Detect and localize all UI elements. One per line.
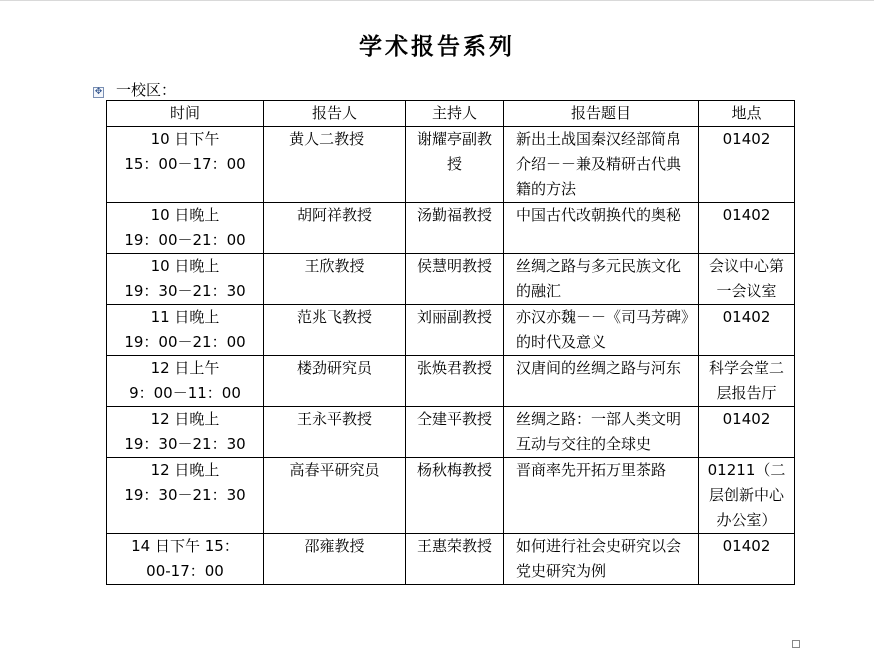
time-line: 12 日晚上 (150, 461, 220, 479)
header-time: 时间 (107, 101, 264, 127)
time-line: 19：00－21：00 (124, 231, 246, 249)
cell-place: 01211（二层创新中心办公室） (699, 458, 795, 534)
cell-host: 杨秋梅教授 (406, 458, 504, 534)
table-row (107, 356, 795, 407)
cell-place: 01402 (699, 127, 795, 203)
cell-host: 仝建平教授 (406, 407, 504, 458)
cell-time (107, 127, 264, 203)
cell-topic: 中国古代改朝换代的奥秘 (504, 203, 699, 254)
cell-place: 科学会堂二层报告厅 (699, 356, 795, 407)
time-line: 10 日下午 (150, 130, 220, 148)
cell-speaker: 范兆飞教授 (264, 305, 406, 356)
table-row (107, 305, 795, 356)
cell-speaker: 高春平研究员 (264, 458, 406, 534)
top-border-line (0, 0, 874, 1)
table-header-row (107, 101, 795, 127)
table-row (107, 203, 795, 254)
cell-time (107, 203, 264, 254)
time-line: 12 日上午 (150, 359, 220, 377)
lecture-schedule-table (106, 100, 795, 585)
table-row (107, 127, 795, 203)
cell-place: 01402 (699, 407, 795, 458)
time-line: 00-17：00 (146, 562, 224, 580)
cell-host: 汤勤福教授 (406, 203, 504, 254)
cell-host: 刘丽副教授 (406, 305, 504, 356)
cell-place: 01402 (699, 534, 795, 585)
cell-time (107, 254, 264, 305)
cell-host: 王惠荣教授 (406, 534, 504, 585)
cell-topic: 晋商率先开拓万里茶路 (504, 458, 699, 534)
cell-host: 张焕君教授 (406, 356, 504, 407)
cell-topic: 亦汉亦魏－－《司马芳碑》的时代及意义 (504, 305, 699, 356)
cell-speaker: 王永平教授 (264, 407, 406, 458)
move-icon[interactable]: ✥ (94, 87, 103, 97)
time-line: 9：00－11：00 (129, 384, 241, 402)
cell-place: 01402 (699, 203, 795, 254)
cell-host: 谢耀亭副教授 (406, 127, 504, 203)
table-resize-handle[interactable] (792, 640, 800, 648)
cell-topic: 汉唐间的丝绸之路与河东 (504, 356, 699, 407)
table-row (107, 407, 795, 458)
cell-speaker: 胡阿祥教授 (264, 203, 406, 254)
cell-time (107, 458, 264, 534)
cell-time (107, 534, 264, 585)
table-row (107, 458, 795, 534)
time-line: 19：00－21：00 (124, 333, 246, 351)
page-title: 学术报告系列 (359, 33, 515, 60)
time-line: 15：00－17：00 (124, 155, 246, 173)
table-row (107, 254, 795, 305)
time-line: 10 日晚上 (150, 257, 220, 275)
cell-host: 侯慧明教授 (406, 254, 504, 305)
time-line: 19：30－21：30 (124, 435, 246, 453)
header-host: 主持人 (406, 101, 504, 127)
table-row (107, 534, 795, 585)
cell-time (107, 407, 264, 458)
time-line: 19：30－21：30 (124, 486, 246, 504)
time-line: 19：30－21：30 (124, 282, 246, 300)
time-line: 14 日下午 15： (131, 537, 239, 555)
time-line: 10 日晚上 (150, 206, 220, 224)
cell-topic: 丝绸之路：一部人类文明互动与交往的全球史 (504, 407, 699, 458)
cell-topic: 新出土战国秦汉经部简帛介绍－－兼及精研古代典籍的方法 (504, 127, 699, 203)
cell-place: 会议中心第一会议室 (699, 254, 795, 305)
header-place: 地点 (699, 101, 795, 127)
cell-speaker: 王欣教授 (264, 254, 406, 305)
header-speaker: 报告人 (264, 101, 406, 127)
campus-label: 一校区： (116, 81, 177, 99)
cell-speaker: 邵雍教授 (264, 534, 406, 585)
cell-time (107, 305, 264, 356)
cell-place: 01402 (699, 305, 795, 356)
cell-time (107, 356, 264, 407)
cell-speaker: 楼劲研究员 (264, 356, 406, 407)
header-topic: 报告题目 (504, 101, 699, 127)
cell-topic: 如何进行社会史研究以会党史研究为例 (504, 534, 699, 585)
cell-speaker: 黄人二教授 (264, 127, 406, 203)
time-line: 11 日晚上 (150, 308, 220, 326)
time-line: 12 日晚上 (150, 410, 220, 428)
cell-topic: 丝绸之路与多元民族文化的融汇 (504, 254, 699, 305)
